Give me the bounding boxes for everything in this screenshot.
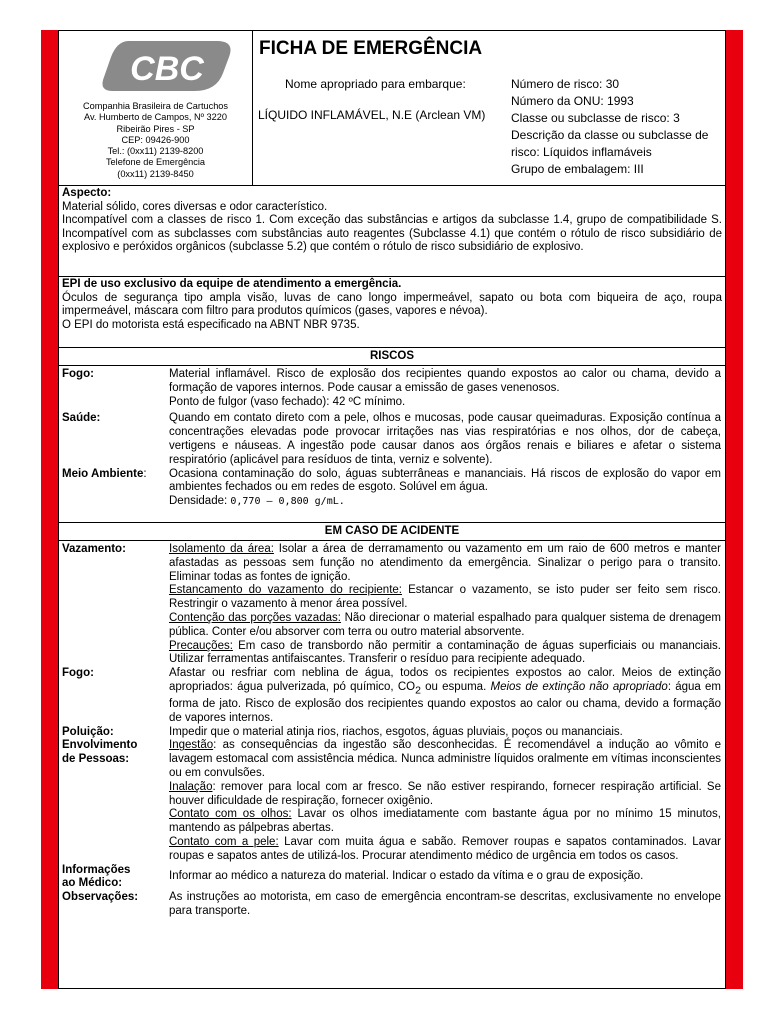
risk-row-environment xyxy=(59,468,725,509)
risks-title: RISCOS xyxy=(59,348,725,366)
leak-portions-head: Contenção das porções vazadas: xyxy=(169,611,341,624)
leak-label: Vazamento: xyxy=(62,543,126,555)
fire-text-3: : água em forma de jato. Risco de explosão dos recipientes quando expostos ao calor ou chama, devido a formação de vapores internos. xyxy=(169,680,721,724)
flash-point: Ponto de fulgor (vaso fechado): 42 ºC mínimo. xyxy=(169,395,406,408)
people-value xyxy=(169,739,721,863)
eye-contact-head: Contato com os olhos: xyxy=(169,808,292,821)
co2-subscript: 2 xyxy=(415,684,421,697)
density xyxy=(169,495,721,509)
epi-section xyxy=(59,277,725,348)
risks-section xyxy=(59,348,725,523)
leak-portions-text: Não direcionar o material espalhado para qualquer sistema de drenagem pública. Conter e/ou absorver com terra ou outro material absorvente. xyxy=(169,611,722,638)
observations-label: Observações: xyxy=(62,891,139,904)
pollution-text: Impedir que o material atinja rios, riachos, esgotos, águas pluviais, poços ou mananciais. xyxy=(169,725,623,738)
shipping-name-label: Nome apropriado para embarque: xyxy=(285,77,466,91)
leak-isolation xyxy=(169,543,721,584)
doctor-text: Informar ao médico a natureza do material. Indicar o estado da vítima e o grau de exposição. xyxy=(169,869,644,882)
pollution-label: Poluição: xyxy=(62,725,114,738)
aspect-title: Aspecto: xyxy=(62,187,112,199)
leak-precautions-text: Em caso de transbordo não permitir a contaminação de águas superficiais ou mananciais. Utilizar ferramentas antifaiscantes. Transferir o resíduo para recipiente adequado. xyxy=(169,639,721,666)
company-line: Ribeirão Pires - SP xyxy=(116,123,195,134)
fire-text-1: Afastar ou resfriar com neblina de água, todos os recipientes expostos ao calor. Meios de extinção apropriados: água pulverizada, pó químico, CO xyxy=(169,667,721,693)
header-section xyxy=(59,31,725,186)
epi-driver: O EPI do motorista está especificado na ABNT NBR 9735. xyxy=(62,318,360,331)
eye-contact xyxy=(169,808,721,836)
company-line: Companhia Brasileira de Cartuchos xyxy=(82,101,229,111)
accident-row-people xyxy=(59,739,725,863)
page-title: FICHA DE EMERGÊNCIA xyxy=(259,38,483,59)
right-red-bar xyxy=(726,30,743,989)
risk-info-line: Classe ou subclasse de risco: 3 xyxy=(511,111,680,125)
risk-row-health xyxy=(59,412,725,467)
risk-info-line: Número de risco: 30 xyxy=(511,77,620,91)
risk-environment-label: Meio Ambiente: xyxy=(62,467,147,480)
risk-fire-text: Material inflamável. Risco de explosão dos recipientes quando expostos ao calor ou chama, devido a formação de vapores internos. Pode causar a emissão de gases venenosos. xyxy=(169,368,721,394)
risk-fire-label: Fogo: xyxy=(62,368,94,380)
risk-row-fire xyxy=(59,368,725,409)
fire-not-appropriate: Meios de extinção não apropriado xyxy=(490,680,668,693)
risk-info-line: Grupo de embalagem: III xyxy=(511,162,644,176)
risk-environment-label-text: Meio Ambiente xyxy=(62,467,144,480)
leak-containment-text: Estancar o vazamento, se isto puder ser feito sem risco. Restringir o vazamento à menor área possível. xyxy=(169,584,721,611)
accident-row-observations xyxy=(59,891,725,919)
doctor-label: Informações ao Médico: xyxy=(62,863,131,890)
skin-contact-text: Lavar com muita água e sabão. Remover roupas e sapatos contaminados. Lavar roupas e sapatos antes de utilizá-los. Procurar atendimento médico de urgência em todos os casos. xyxy=(169,836,722,862)
observations-text: As instruções ao motorista, em caso de emergência encontram-se descritas, exclusivamente no envelope para transporte. xyxy=(169,891,721,918)
accident-title: EM CASO DE ACIDENTE xyxy=(59,523,725,541)
inhalation xyxy=(169,781,721,809)
leak-precautions-head: Precauções: xyxy=(169,639,233,652)
risk-fire-value xyxy=(169,368,721,409)
epi-equipment: Óculos de segurança tipo ampla visão, luvas de cano longo impermeável, sapato ou bota com biqueira de aço, roupa impermeável, máscara com filtro para produtos químicos (gases, vapores e névoa). xyxy=(62,291,722,318)
shipping-name: LÍQUIDO INFLAMÁVEL, N.E (Arclean VM) xyxy=(258,108,486,122)
inhalation-head: Inalação xyxy=(169,780,213,793)
fire-text-2: ou espuma. xyxy=(420,680,491,693)
eye-contact-text: Lavar os olhos imediatamente com bastante água por no mínimo 15 minutos, mantendo as pálpebras abertas. xyxy=(169,808,721,835)
left-red-bar xyxy=(41,30,58,989)
aspect-line: Material sólido, cores diversas e odor característico. xyxy=(62,200,328,213)
skin-contact xyxy=(169,836,721,864)
accident-row-doctor xyxy=(59,864,725,892)
risk-info-line: Descrição da classe ou subclasse de xyxy=(511,128,709,142)
company-info xyxy=(59,101,252,180)
accident-fire-label: Fogo: xyxy=(62,667,94,680)
ingestion-head: Ingestão xyxy=(169,739,214,752)
leak-containment-head: Estancamento do vazamento do recipiente: xyxy=(169,584,402,597)
aspect-incompatibility: Incompatível com a classes de risco 1. Com exceção das substâncias e artigos da subclasse 1.4, grupo de compatibilidade S. Incompatível com as subclasses com substâncias auto reagentes (Subclasse 4.1) que contém o rótulo de risco subsidiário de explosivo e peróxidos orgânicos (subclasse 5.2) que contém o rótulo de risco subsidiário de explosivo. xyxy=(62,214,722,254)
aspect-section xyxy=(59,186,725,277)
people-label: Envolvimento de Pessoas: xyxy=(62,739,138,766)
leak-value xyxy=(169,543,721,667)
risk-info-line: Número da ONU: 1993 xyxy=(511,94,634,108)
leak-isolation-text: Isolar a área de derramamento ou vazamento em um raio de 600 metros e manter afastadas as pessoas sem função no atendimento da emergência. Sinalizar o perigo para o transito. Eliminar todas as fontes de ignição. xyxy=(169,543,721,583)
company-line: Telefone de Emergência xyxy=(105,157,206,168)
accident-section xyxy=(59,523,725,989)
company-line: Tel.: (0xx11) 2139-8200 xyxy=(107,146,204,157)
risk-environment-text: Ocasiona contaminação do solo, águas subterrâneas e mananciais. Há riscos de explosão do vapor em ambientes fechados ou em redes de esgoto. Solúvel em água. xyxy=(169,467,721,494)
ingestion xyxy=(169,739,721,780)
company-line: (0xx11) 2139-8450 xyxy=(117,168,194,179)
leak-portions xyxy=(169,612,721,640)
accident-row-pollution xyxy=(59,726,725,740)
ingestion-text: : as consequências da ingestão são desconhecidas. É recomendável a indução ao vômito e lavagem estomacal com assistência médica. Nunca administre líquidos oralmente em vítimas inconscientes ou em convulsões. xyxy=(169,739,721,780)
skin-contact-head: Contato com a pele: xyxy=(169,836,279,849)
risk-environment-value xyxy=(169,468,721,509)
header-divider xyxy=(252,31,253,186)
density-label: Densidade: xyxy=(169,495,231,508)
inhalation-text: : remover para local com ar fresco. Se não estiver respirando, fornecer respiração artificial. Se houver dificuldade de respiração, fornecer oxigênio. xyxy=(169,780,721,807)
emergency-sheet xyxy=(58,30,726,989)
company-line: Av. Humberto de Campos, Nº 3220 xyxy=(84,112,227,123)
epi-title: EPI de uso exclusivo da equipe de atendimento a emergência. xyxy=(62,278,402,290)
risk-health-text: Quando em contato direto com a pele, olhos e mucosas, pode causar queimaduras. Exposição contínua a concentrações elevadas pode provocar irritações nas vias respiratórias e nos olhos, dor de cabeça, vertigens e náuseas. A ingestão pode causar danos aos órgãos renais e biliares e afetar o sistema respiratório (aplicável para resíduos de tinta, verniz e solvente). xyxy=(169,412,721,466)
risk-info xyxy=(511,76,721,178)
company-line: CEP: 09426-900 xyxy=(121,134,190,145)
leak-precautions xyxy=(169,640,721,668)
leak-containment xyxy=(169,584,721,612)
accident-row-fire xyxy=(59,667,725,725)
leak-isolation-head: Isolamento da área: xyxy=(169,543,274,555)
logo-text: CBC xyxy=(130,50,204,88)
density-value: 0,770 – 0,800 g/mL. xyxy=(230,496,345,508)
accident-fire-text xyxy=(169,667,721,725)
risk-info-line: risco: Líquidos inflamáveis xyxy=(511,145,652,159)
accident-row-leak xyxy=(59,543,725,667)
risk-health-label: Saúde: xyxy=(62,412,101,425)
